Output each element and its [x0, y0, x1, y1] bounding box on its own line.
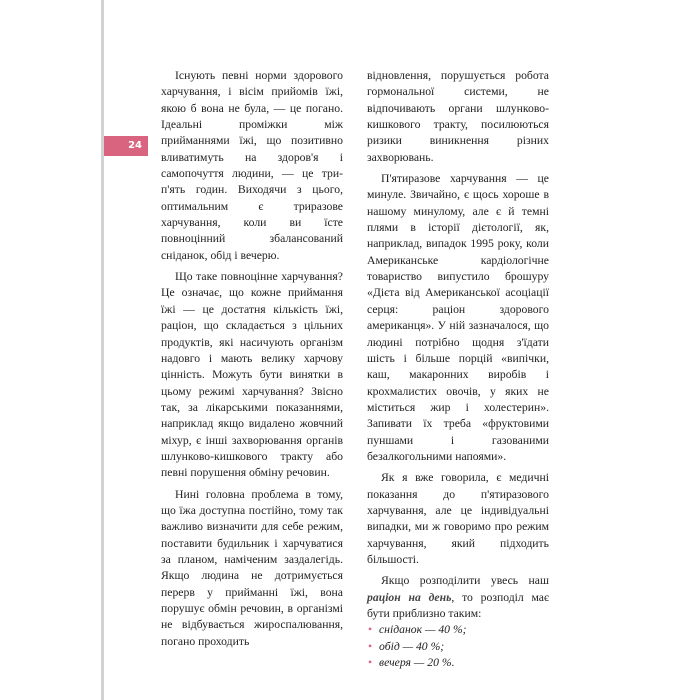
paragraph [367, 573, 549, 622]
list-item-text: сніданок — 40 %; [379, 623, 467, 637]
list-item [367, 655, 549, 671]
bullet-icon: • [368, 656, 373, 670]
list-item [367, 622, 549, 638]
page-number: 24 [128, 140, 142, 151]
right-text-column [367, 68, 549, 671]
paragraph: Існують певні норми здорового харчування, і вісім прийомів їжі, якою б вона не була, — це погано. Ідеальні проміжки між прийманнями їжі, що позитивно вливатимуть на здоров'я і самопочуття людини, — це три-п'ять годин. Виходячи з цього, оптимальним є триразове харчування, коли ви їсте повноцінний збалансований сніданок, обід і вечерю. [161, 69, 343, 262]
list-item-text: обід — 40 %; [379, 639, 445, 653]
page-gutter [101, 0, 104, 700]
list-item-text: вечеря — 20 %. [379, 656, 455, 670]
left-text-column [161, 68, 343, 650]
meal-distribution-list [367, 622, 549, 671]
paragraph: Що таке повноцінне харчування? Це означає, що кожне приймання їжі — це достатня кількість їжі, раціон, що складається з цільних продуктів, які насичують організм надовго і мають велику харчову цінність. Можуть бути винятки в цьому режимі харчування? Звісно так, за лікарськими показаннями, наприклад якщо видалено жовчний міхур, є інші захворювання органів шлунково-кишкового тракту або певні порушення обміну речовин. [161, 270, 343, 480]
page-number-tab [104, 136, 148, 156]
paragraph-text: , то розподіл має бути приблизно таким: [367, 590, 549, 620]
paragraph: Як я вже говорила, є медичні показання до п'ятиразового харчування, але це індивідуальні випадки, ми ж говоримо про режим харчування, який підходить більшості. [367, 471, 549, 566]
bullet-icon: • [368, 623, 373, 637]
paragraph-text: Якщо розподілити увесь наш [381, 574, 549, 588]
list-item [367, 639, 549, 655]
bullet-icon: • [368, 639, 373, 653]
emphasis-text: раціон на день [367, 590, 452, 604]
paragraph: П'ятиразове харчування — це минуле. Звичайно, є щось хороше в нашому минулому, але є й темні плями в історії дієтології, як, наприклад, випадок 1995 року, коли Американське кардіологічне товариство випустило брошуру «Дієта від Американської асоціації серця: раціон здорового американця». У ній зазначалося, що людині потрібно щодня з'їдати шість і більше порцій «випічки, каш, макаронних виробів і крохмалистих овочів, у яких не міститься жир і холестерин». Запивати їх треба «фруктовими пуншами і газованими безалкогольними напоями». [367, 172, 549, 463]
paragraph: Нині головна проблема в тому, що їжа доступна постійно, тому так важливо визначити для себе режим, поставити будильник і харчуватися за планом, наміченим заздалегідь. Якщо людина не дотримується перерв у прийманні їжі, вона порушує обмін речовин, в організмі не відбувається жироспалювання, погано проходить [161, 487, 343, 648]
paragraph-continuation: відновлення, порушується робота гормональної системи, не відпочивають органи шлунково-кишкового тракту, посилюються ризики виникнення різних захворювань. [367, 69, 549, 164]
